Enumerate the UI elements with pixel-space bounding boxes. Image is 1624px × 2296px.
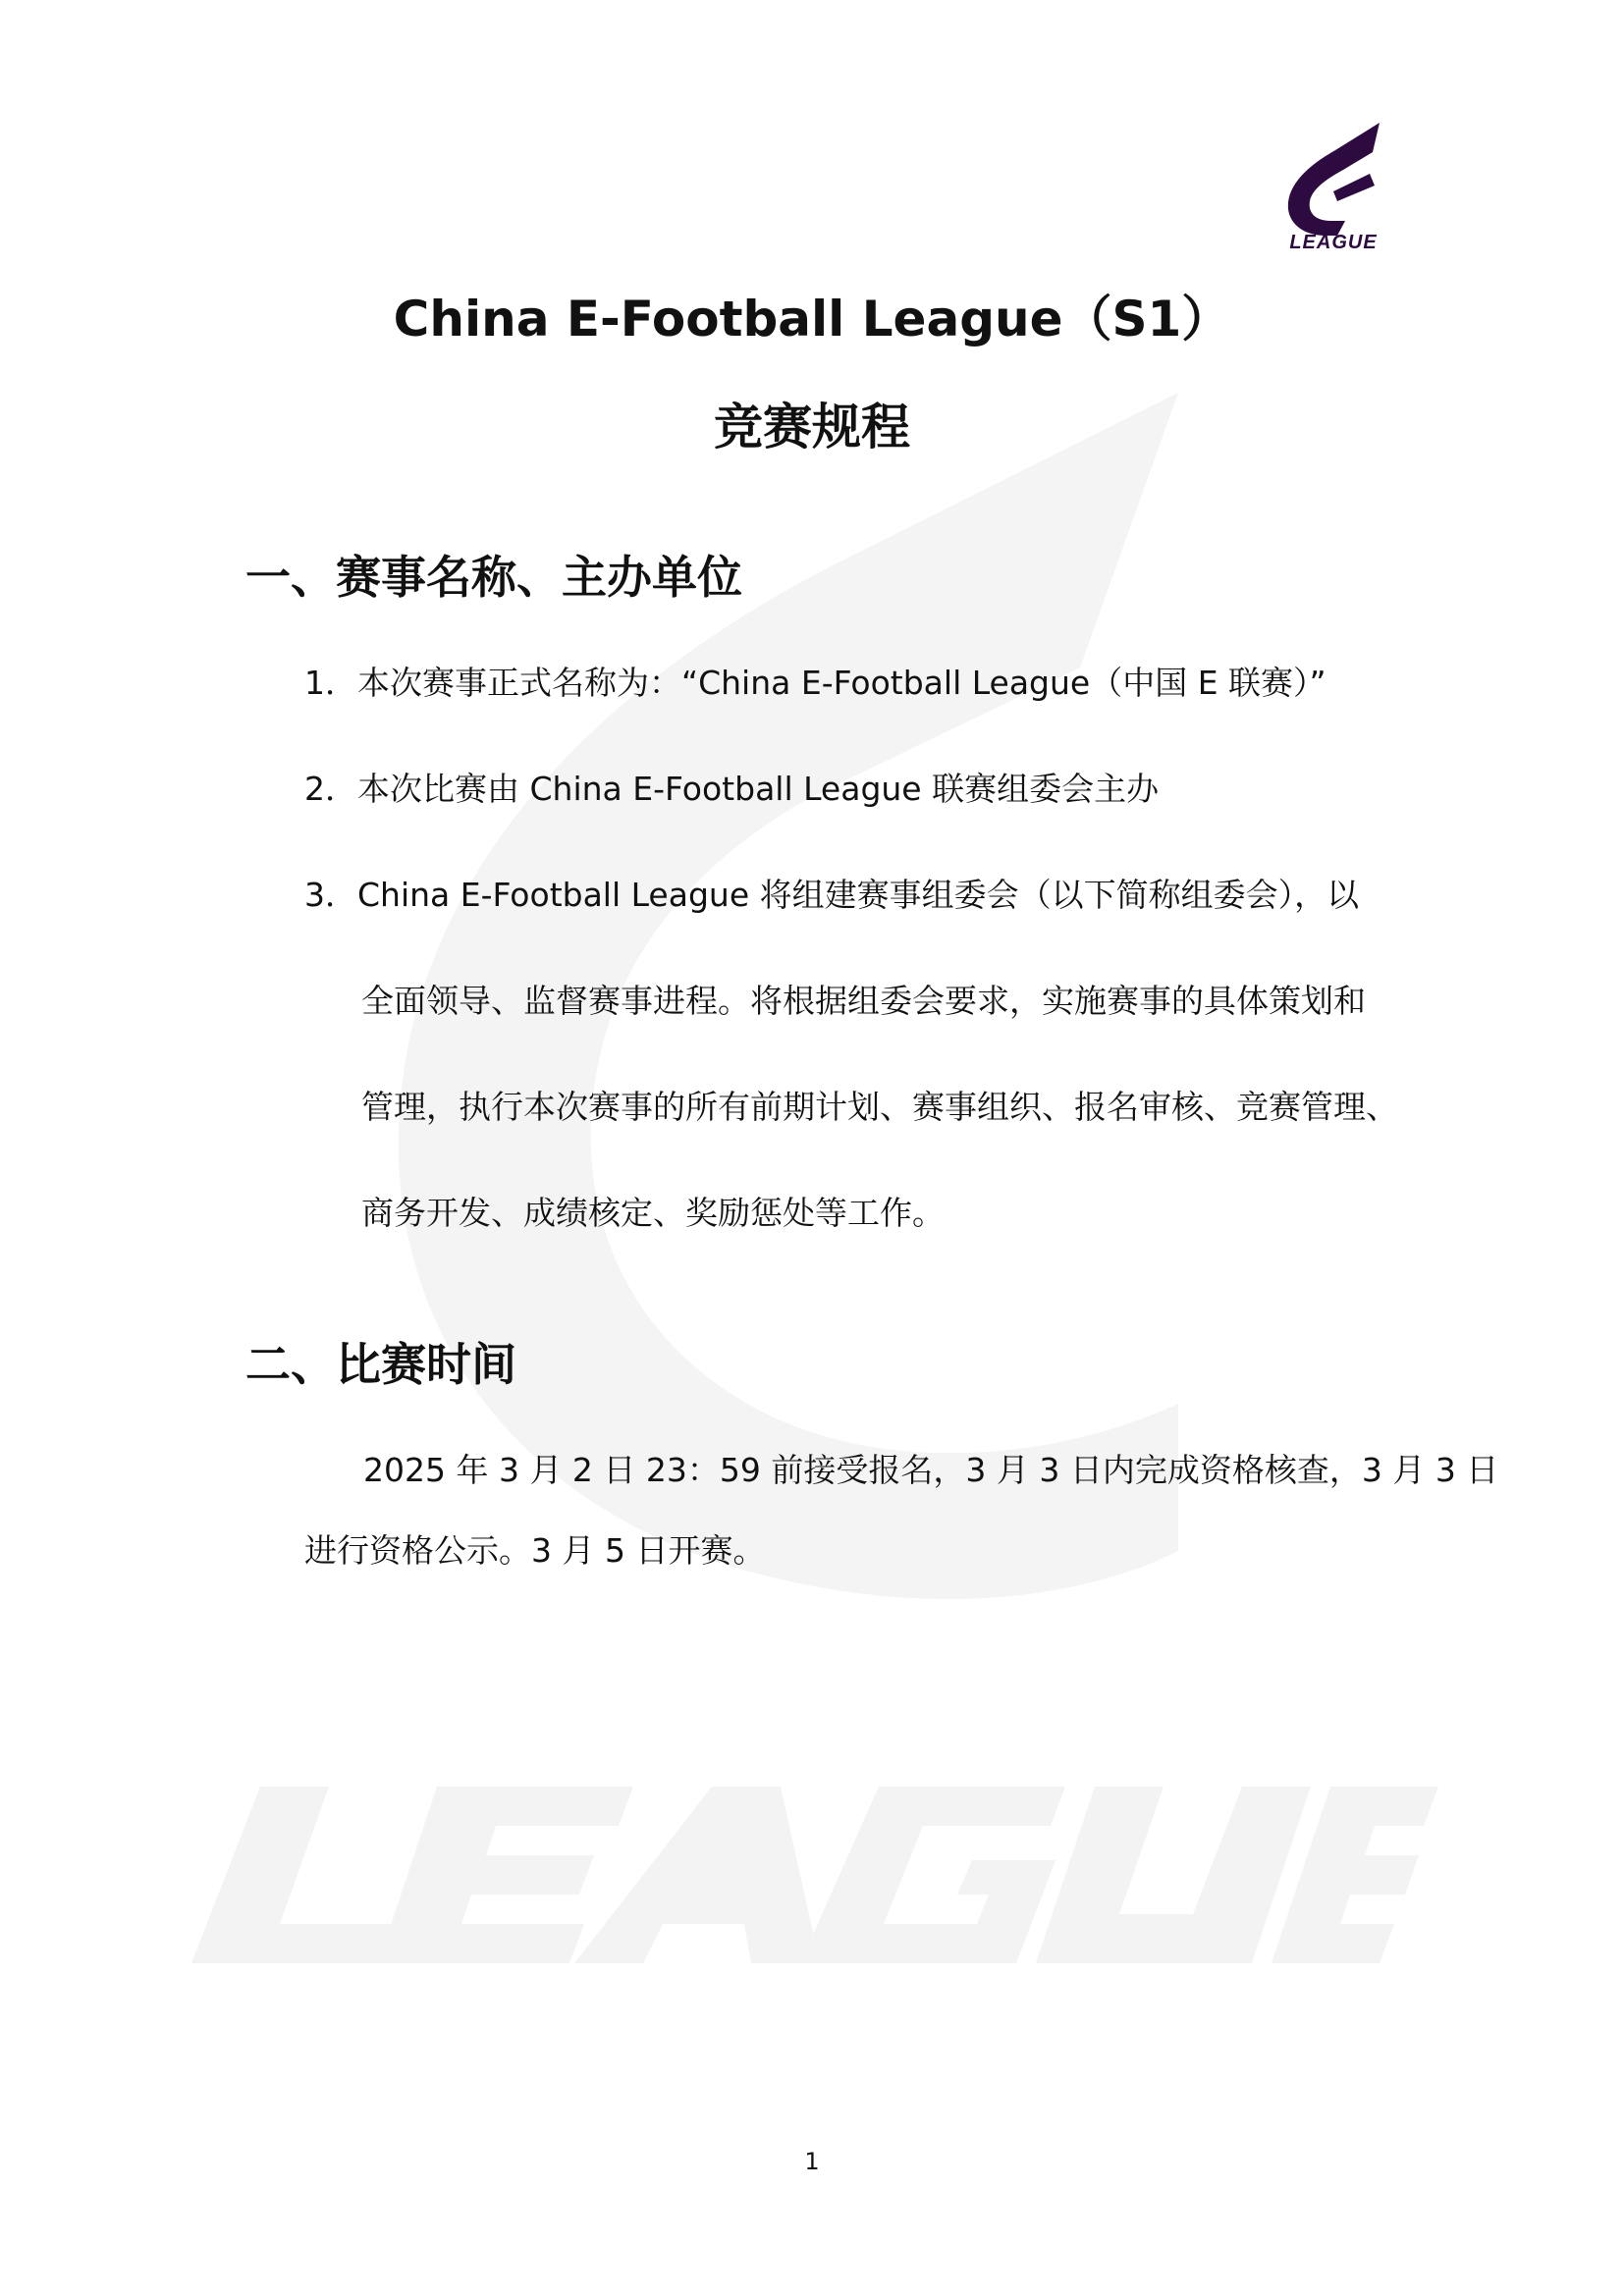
section-1-item-3-cont-3: 商务开发、成绩核定、奖励惩处等工作。 bbox=[361, 1194, 945, 1232]
section-1-item-3-cont-1: 全面领导、监督赛事进程。将根据组委会要求，实施赛事的具体策划和 bbox=[361, 982, 1366, 1020]
section-2-paragraph-line-1: 2025 年 3 月 2 日 23：59 前接受报名，3 月 3 日内完成资格核查，3 月 3 日 bbox=[363, 1451, 1499, 1489]
section-1-item-3-cont-2: 管理，执行本次赛事的所有前期计划、赛事组织、报名审核、竞赛管理、 bbox=[361, 1088, 1398, 1126]
section-1-item-2: 2．本次比赛由 China E-Football League 联赛组委会主办 bbox=[304, 770, 1160, 808]
watermark-league-wordmark bbox=[191, 1777, 1438, 1973]
section-1-item-1: 1．本次赛事正式名称为：“China E-Football League（中国 E 联赛）” bbox=[304, 664, 1326, 702]
logo-wordmark: LEAGUE bbox=[1289, 232, 1378, 253]
section-heading-organizer: 一、赛事名称、主办单位 bbox=[245, 551, 742, 604]
page-number: 1 bbox=[804, 2148, 820, 2175]
section-heading-schedule: 二、比赛时间 bbox=[245, 1338, 516, 1391]
section-2-paragraph-line-2: 进行资格公示。3 月 5 日开赛。 bbox=[304, 1531, 766, 1570]
section-1-item-3: 3．China E-Football League 将组建赛事组委会（以下简称组委会），以 bbox=[304, 876, 1360, 914]
document-subtitle: 竞赛规程 bbox=[714, 399, 910, 455]
document-title: China E-Football League（S1） bbox=[393, 291, 1231, 347]
